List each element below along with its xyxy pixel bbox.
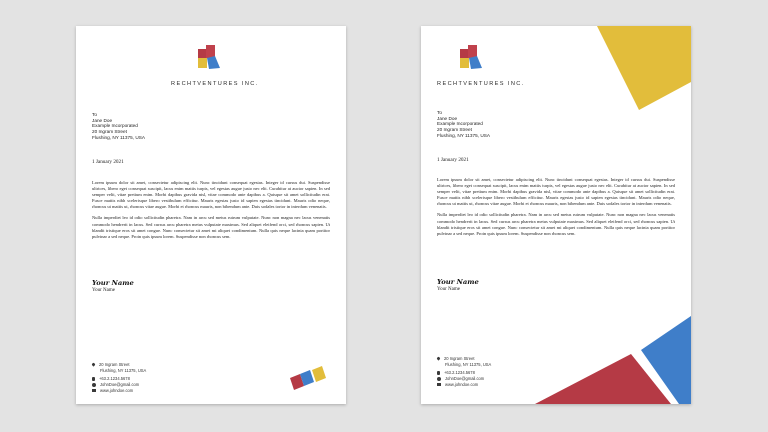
body-paragraph: Lorem ipsum dolor sit amet, consectetur adipiscing elit. Nunc tincidunt consequat egestas. Integer id cursus dui. Suspendisse ultrices, libero eget consequat suscipit, lacus enim mattis turpis, vel egestas augue justo nec elit. Curabitur at auctor sapien. In sed semper velit, vitae pretium enim. Morbi dapibus gravida nisl, vitae commodo ante dapibus a. Quisque sit amet sollicitudin erat. Fusce mattis nibh scelerisque libero vestibulum efficitur. Mauris egestas justo id sapien egestas tincidunt. Mauris odio neque, rhoncus ut mattis ut, rhoncus vitae augue. Morbi et rhoncus mauris, non bibendum ante. Duis sodales tortor in interdum venenatis. (92, 180, 330, 210)
letter-body (437, 177, 675, 242)
recipient-address (92, 112, 145, 141)
body-paragraph: Lorem ipsum dolor sit amet, consectetur adipiscing elit. Nunc tincidunt consequat egestas. Integer id cursus dui. Suspendisse ultrices, libero eget consequat suscipit, lacus enim mattis turpis, vel egestas augue justo nec elit. Curabitur at auctor sapien. In sed semper velit, vitae pretium enim. Morbi dapibus gravida nisl, vitae commodo ante dapibus a. Quisque sit amet sollicitudin erat. Fusce mattis nibh scelerisque libero vestibulum efficitur. Mauris egestas justo id sapien egestas tincidunt. Mauris odio neque, rhoncus ut mattis ut, rhoncus vitae augue. Morbi et rhoncus mauris, non bibendum ante. Duis sodales tortor in interdum venenatis. (437, 177, 675, 207)
letter-body (92, 180, 330, 245)
top-right-yellow-shape (581, 26, 691, 110)
website-icon (92, 389, 96, 392)
contact-city: Flushing, NY 11375, USA (100, 367, 147, 373)
letter-date: 1 January 2021 (92, 159, 124, 165)
corner-blocks-decoration (288, 366, 334, 394)
contact-block (92, 362, 146, 393)
company-logo (457, 43, 485, 77)
location-icon (91, 363, 95, 367)
recipient-company: Example Incorporated (437, 121, 483, 127)
recipient-name: Jane Doe (92, 117, 113, 123)
contact-website-row (437, 381, 491, 387)
location-icon (436, 357, 440, 361)
body-paragraph: Nulla imperdiet leo id odio sollicitudin pharetra. Nam in arcu sed metus rutrum vulputate. Nunc non magna nec lacus venenatis commodo hendrerit in lacus. Sed cursus arcu pharetra metus vulputate maximus. Sed aliquet eleifend orci, sed rhoncus sapien. Ut blandit tristique eros sit amet congue. Nunc consectetur sit amet mi aliquet condimentum. Nulla quis neque lacinia quam portitor pulvinar a sed neque. Proin quis ipsum lorem. Suspendisse non rhoncus sem. (437, 212, 675, 236)
contact-email-row (92, 382, 146, 388)
recipient-city: Flushing, NY 11375, USA (437, 132, 490, 138)
contact-email-row (437, 376, 491, 382)
recipient-city: Flushing, NY 11375, USA (92, 134, 145, 140)
email-icon (92, 383, 96, 387)
phone-icon (92, 377, 95, 381)
contact-email: JohnDoe@gmail.com (100, 382, 140, 388)
contact-website: www.johndoe.com (445, 381, 479, 387)
contact-phone: +63.2.1234.5678 (99, 376, 130, 382)
recipient-name: Jane Doe (437, 115, 458, 121)
signature-name: Your Name (92, 288, 115, 293)
contact-city: Flushing, NY 11375, USA (445, 361, 492, 367)
company-logo (195, 43, 223, 77)
signature-script: Your Name (92, 279, 134, 287)
letter-date: 1 January 2021 (437, 157, 469, 163)
phone-icon (437, 371, 440, 375)
company-name: RECHTVENTURES INC. (437, 81, 525, 87)
contact-block (437, 356, 491, 387)
contact-website-row (92, 387, 146, 393)
email-icon (437, 377, 441, 381)
recipient-company: Example Incorporated (92, 123, 138, 129)
contact-street: 20 Ingram Street (444, 356, 475, 362)
letterhead-sheet-plain (76, 26, 346, 404)
recipient-street: 20 Ingram Street (92, 129, 127, 135)
body-paragraph: Nulla imperdiet leo id odio sollicitudin pharetra. Nam in arcu sed metus rutrum vulputate. Nunc non magna nec lacus venenatis commodo hendrerit in lacus. Sed cursus arcu pharetra metus vulputate maximus. Sed aliquet eleifend orci, sed rhoncus sapien. Ut blandit tristique eros sit amet congue. Nunc consectetur sit amet mi aliquet condimentum. Nulla quis neque lacinia quam portitor pulvinar a sed neque. Proin quis ipsum lorem. Suspendisse non rhoncus sem. (92, 215, 330, 239)
recipient-to-label: To (92, 112, 97, 117)
contact-street: 20 Ingram Street (99, 362, 130, 368)
letterhead-sheet-geometric (421, 26, 691, 404)
contact-phone: +63.2.1234.5678 (444, 370, 475, 376)
contact-city-row (92, 368, 146, 374)
website-icon (437, 383, 441, 386)
company-name: RECHTVENTURES INC. (171, 81, 259, 87)
contact-website: www.johndoe.com (100, 387, 134, 393)
contact-email: JohnDoe@gmail.com (445, 376, 485, 382)
signature-name: Your Name (437, 287, 460, 292)
bottom-right-color-shapes (531, 314, 691, 404)
contact-city-row (437, 362, 491, 368)
signature-script: Your Name (437, 278, 479, 286)
recipient-address (437, 110, 490, 139)
recipient-to-label: To (437, 110, 442, 115)
recipient-street: 20 Ingram Street (437, 127, 472, 133)
